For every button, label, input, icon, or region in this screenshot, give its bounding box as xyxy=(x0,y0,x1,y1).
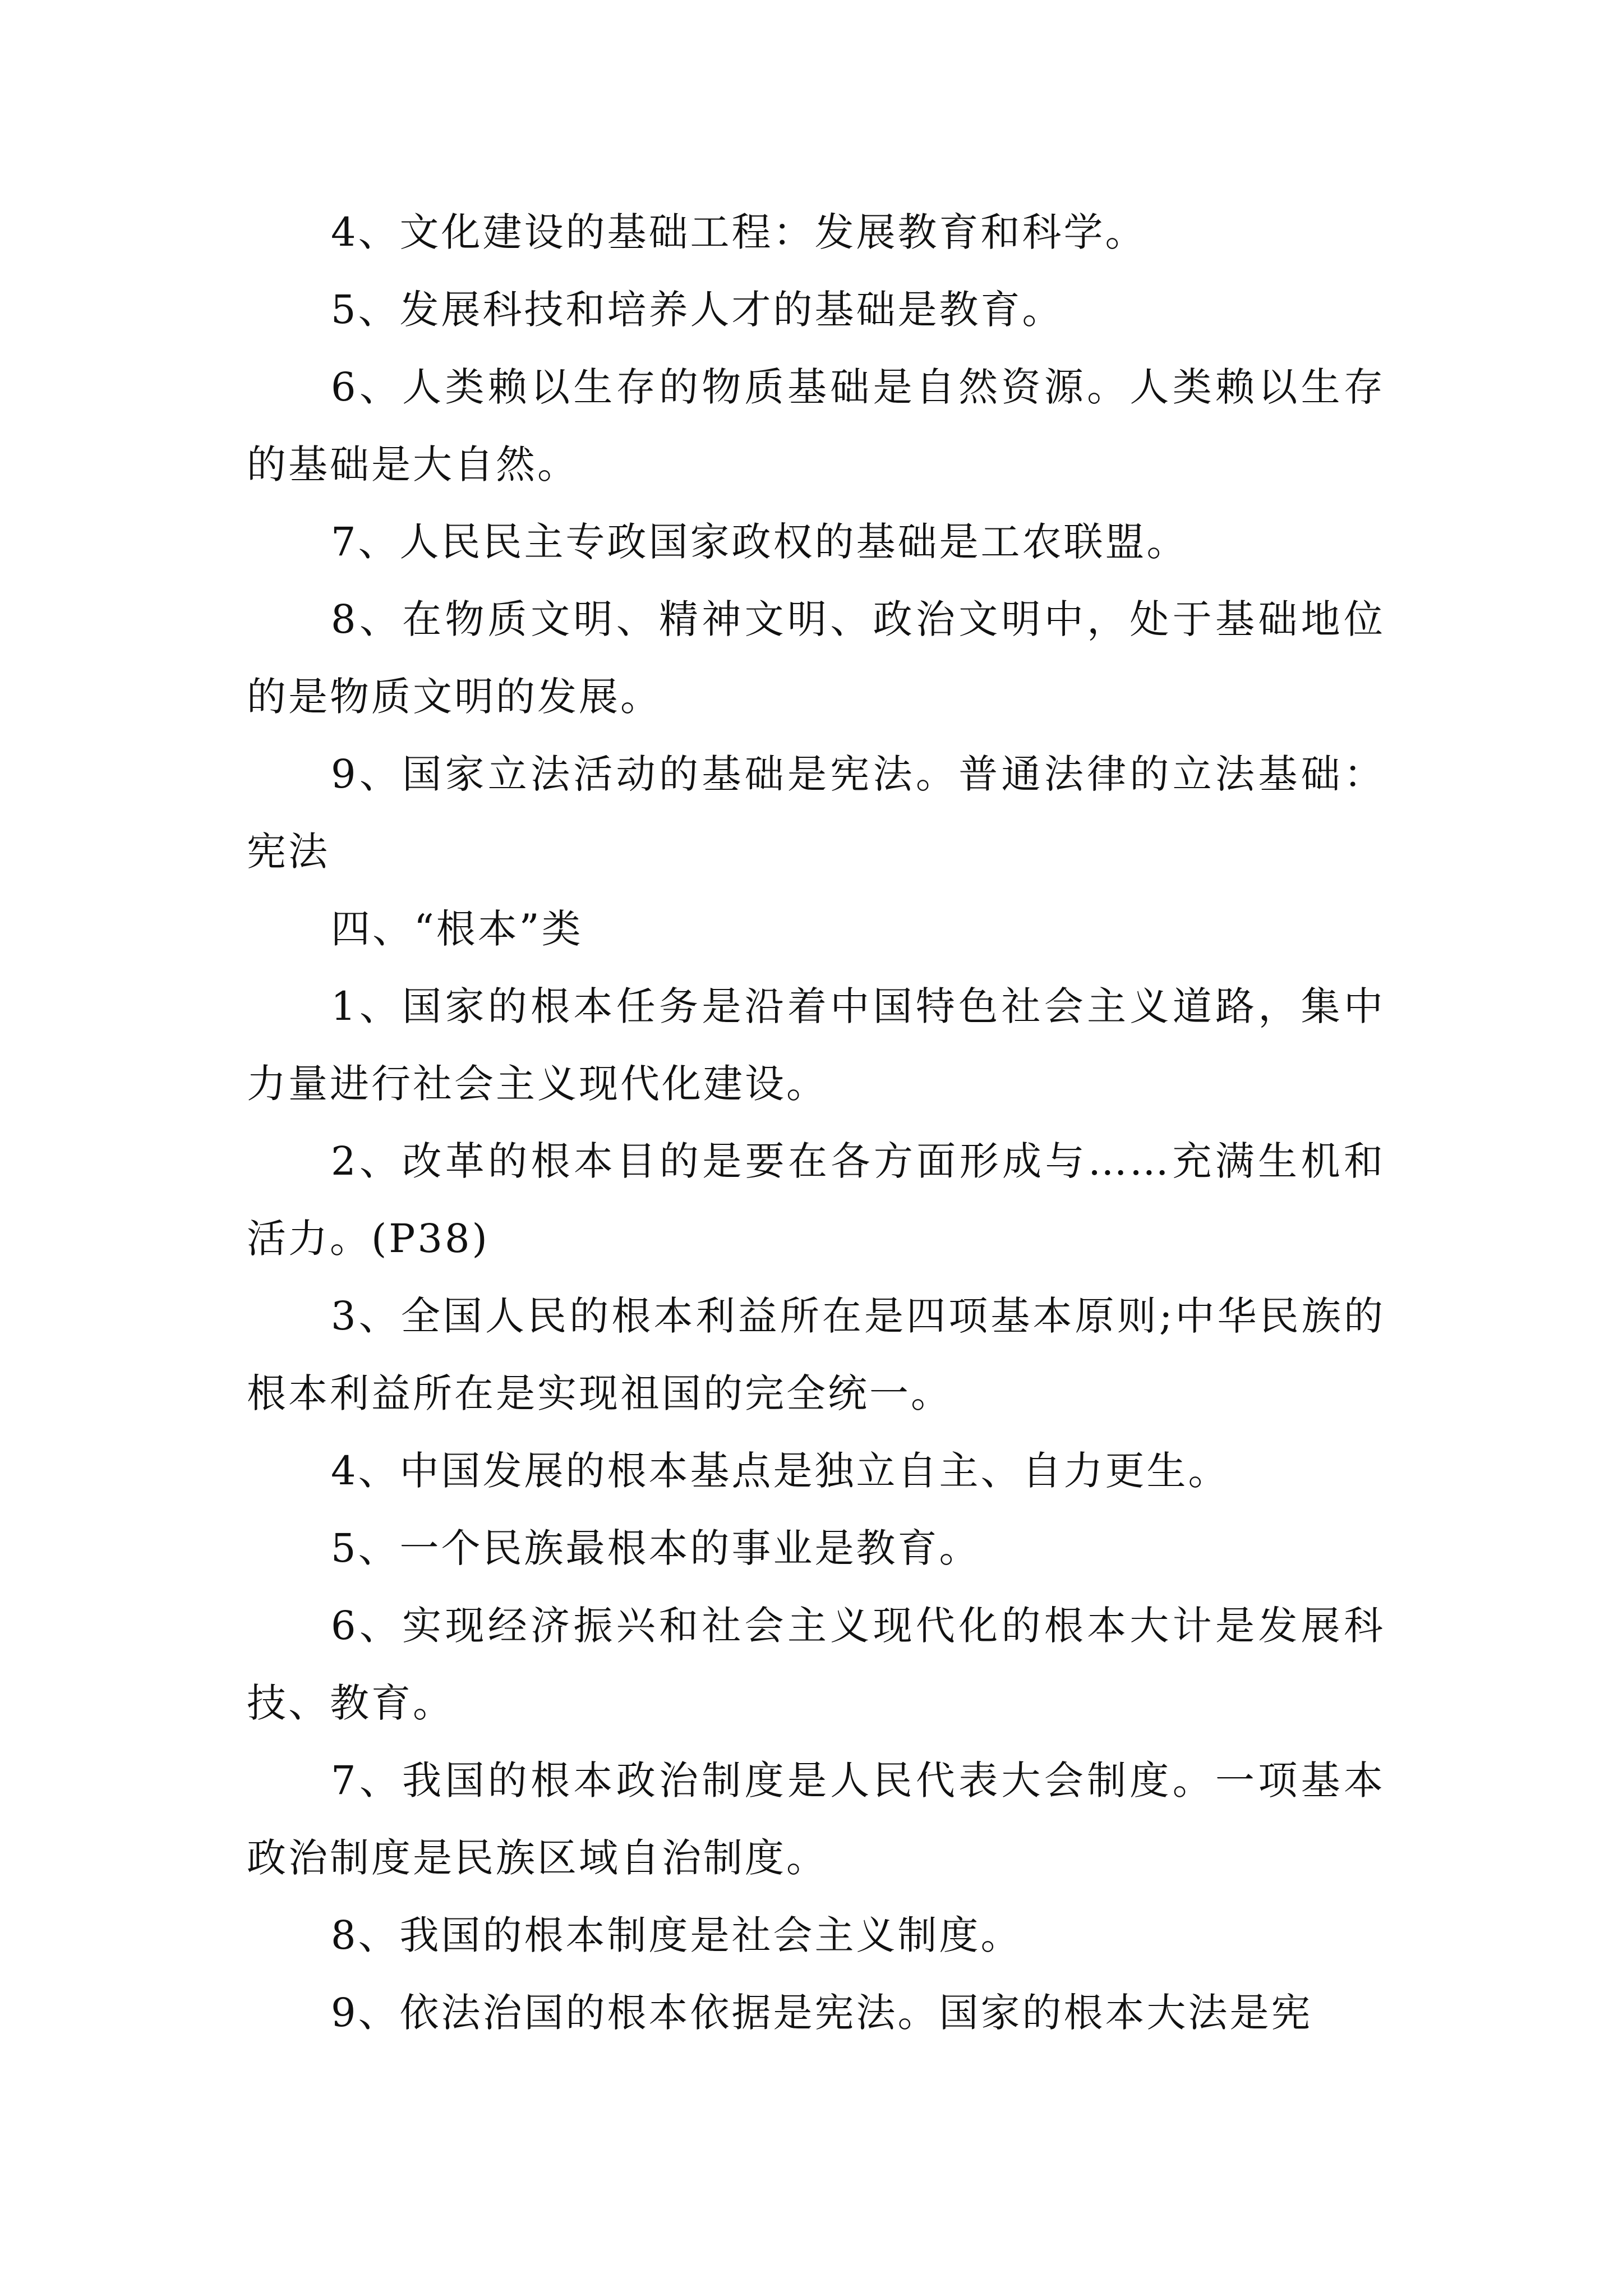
paragraph-fundamental-1: 1、国家的根本任务是沿着中国特色社会主义道路，集中力量进行社会主义现代化建设。 xyxy=(247,983,1385,1107)
paragraph-basic-6: 6、人类赖以生存的物质基础是自然资源。人类赖以生存的基础是大自然。 xyxy=(247,364,1385,487)
section-heading-fundamental: 四、“根本”类 xyxy=(331,906,583,952)
paragraph-basic-4: 4、文化建设的基础工程：发展教育和科学。 xyxy=(331,209,1147,255)
paragraph-fundamental-6: 6、实现经济振兴和社会主义现代化的根本大计是发展科技、教育。 xyxy=(247,1603,1385,1726)
paragraph-fundamental-9: 9、依法治国的根本依据是宪法。国家的根本大法是宪 xyxy=(331,1990,1313,2036)
paragraph-fundamental-8: 8、我国的根本制度是社会主义制度。 xyxy=(331,1912,1022,1958)
paragraph-basic-7: 7、人民民主专政国家政权的基础是工农联盟。 xyxy=(331,519,1188,565)
paragraph-fundamental-2: 2、改革的根本目的是要在各方面形成与……充满生机和活力。(P38) xyxy=(247,1138,1385,1262)
paragraph-basic-8: 8、在物质文明、精神文明、政治文明中，处于基础地位的是物质文明的发展。 xyxy=(247,596,1385,720)
paragraph-fundamental-7: 7、我国的根本政治制度是人民代表大会制度。一项基本政治制度是民族区域自治制度。 xyxy=(247,1757,1385,1881)
paragraph-basic-5: 5、发展科技和培养人才的基础是教育。 xyxy=(331,287,1064,333)
paragraph-basic-9: 9、国家立法活动的基础是宪法。普通法律的立法基础：宪法 xyxy=(247,751,1385,875)
paragraph-fundamental-5: 5、一个民族最根本的事业是教育。 xyxy=(331,1525,981,1571)
paragraph-fundamental-4: 4、中国发展的根本基点是独立自主、自力更生。 xyxy=(331,1448,1230,1494)
paragraph-fundamental-3: 3、全国人民的根本利益所在是四项基本原则;中华民族的根本利益所在是实现祖国的完全统一。 xyxy=(247,1293,1385,1416)
document-body xyxy=(247,194,1385,2051)
